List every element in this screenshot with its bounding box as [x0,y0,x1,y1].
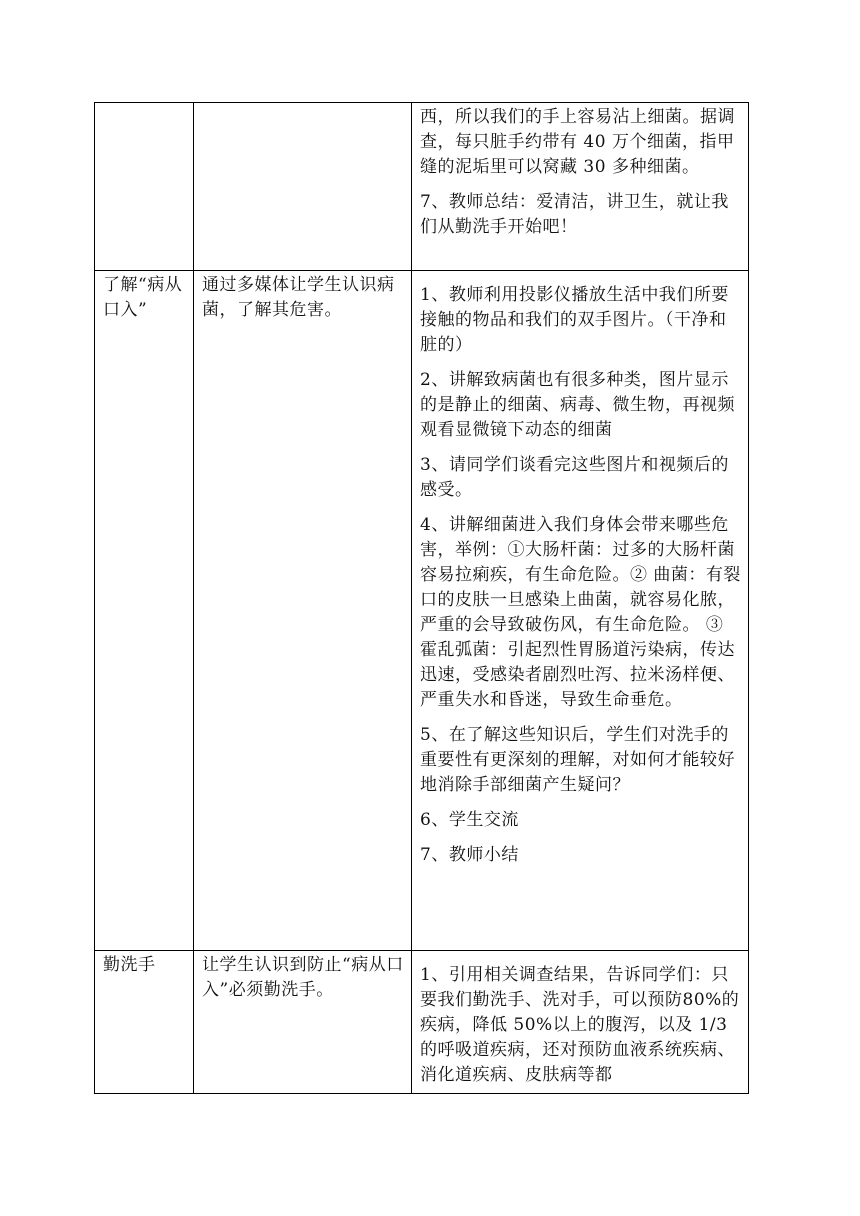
row3-topic-cell: 勤洗手 [95,951,194,1094]
row2-topic-cell: 了解“病从口入” [95,271,194,951]
row1-topic-cell [95,103,194,271]
table-row [95,103,749,271]
row1-goal-cell [194,103,412,271]
process-paragraph: 7、教师小结 [420,845,519,865]
process-paragraph: 5、在了解这些知识后，学生们对洗手的重要性有更深刻的理解，对如何才能较好地消除手部细菌产生疑问？ [420,725,735,795]
process-paragraph: 2、讲解致病菌也有很多种类，图片显示的是静止的细菌、病毒、微生物，再视频观看显微镜下动态的细菌 [420,370,735,440]
row1-process-cell [412,103,749,271]
row2-process-cell [412,271,749,951]
process-paragraph: 7、教师总结：爱清洁，讲卫生，就让我们从勤洗手开始吧！ [420,192,729,237]
row2-goal-cell: 通过多媒体让学生认识病菌，了解其危害。 [194,271,412,951]
row3-process-cell [412,951,749,1094]
process-paragraph: 西，所以我们的手上容易沾上细菌。据调查，每只脏手约带有 40 万个细菌，指甲缝的泥垢里可以窝藏 30 多种细菌。 [420,107,735,177]
process-paragraph: 1、教师利用投影仪播放生活中我们所要接触的物品和我们的双手图片。（干净和脏的） [420,285,729,355]
table-row [95,271,749,951]
lesson-plan-table [94,102,749,1094]
process-paragraph: 3、请同学们谈看完这些图片和视频后的感受。 [420,455,729,500]
row3-goal-cell: 让学生认识到防止“病从口入”必须勤洗手。 [194,951,412,1094]
table-row [95,951,749,1094]
process-paragraph: 1、引用相关调查结果，告诉同学们：只要我们勤洗手、洗对手，可以预防80%的疾病，降低 50%以上的腹泻，以及 1/3 的呼吸道疾病，还对预防血液系统疾病、消化道疾病、皮肤病等都 [420,965,740,1085]
process-paragraph: 6、学生交流 [420,810,519,830]
process-paragraph: 4、讲解细菌进入我们身体会带来哪些危害，举例：①大肠杆菌：过多的大肠杆菌容易拉痢疾，有生命危险。② 曲菌：有裂口的皮肤一旦感染上曲菌，就容易化脓，严重的会导致破伤风，有生命危险。 ③ 霍乱弧菌：引起烈性胃肠道污染病，传达迅速，受感染者剧烈吐泻、拉米汤样便、严重失水和昏迷，导致生命垂危。 [420,515,741,710]
